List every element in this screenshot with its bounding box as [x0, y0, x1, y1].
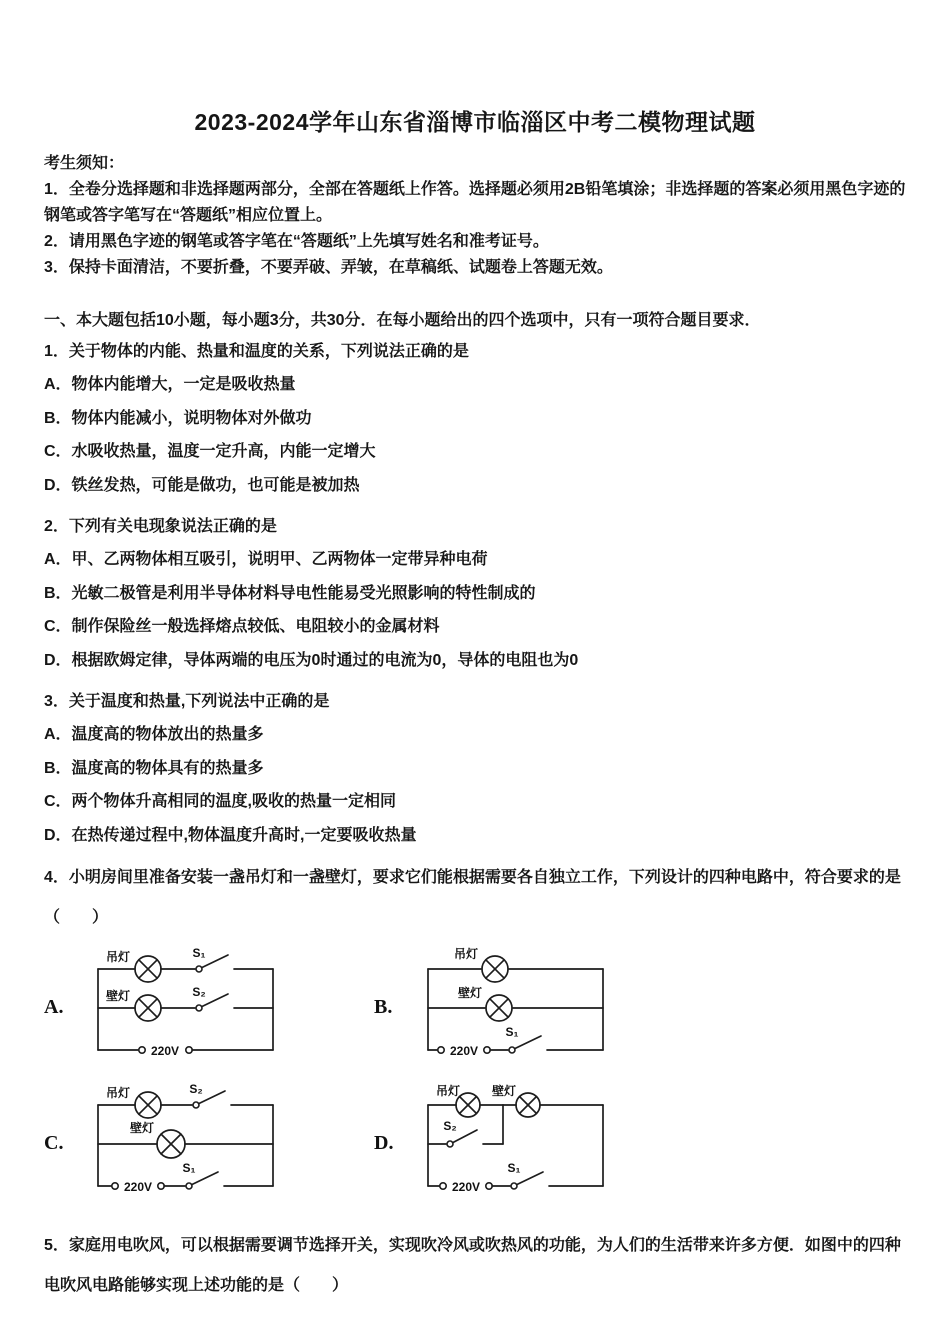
- power-supply: [98, 1047, 273, 1053]
- question-1-option-b: B．物体内能减小，说明物体对外做功: [44, 409, 312, 427]
- switch-icon: [509, 1036, 603, 1053]
- circuit-d-label: D.: [374, 1131, 394, 1154]
- svg-text:壁灯: 壁灯: [457, 986, 483, 1000]
- section-1-heading: 一、本大题包括10小题，每小题3分，共30分．在每小题给出的四个选项中，只有一项符合题目要求．: [44, 312, 761, 329]
- circuit-c-diagram: [78, 1080, 308, 1206]
- lamp-icon: [428, 995, 603, 1021]
- question-1-option-c: C．水吸收热量，温度一定升高，内能一定增大: [44, 443, 376, 460]
- circuit-option-c: [44, 1080, 374, 1206]
- notice-item-1: 1．全卷分选择题和非选择题两部分，全部在答题纸上作答。选择题必须用2B铅笔填涂；非选择题的答案必须用黑色字迹的钢笔或答字笔写在“答题纸”相应位置上。: [44, 181, 906, 224]
- switch-icon: [161, 955, 273, 972]
- circuit-a-label: A.: [44, 995, 64, 1018]
- question-1: 1．关于物体的内能、热量和温度的关系，下列说法正确的是: [44, 343, 469, 360]
- question-2-option-d: D．根据欧姆定律，导体两端的电压为0时通过的电流为0，导体的电阻也为0: [44, 651, 579, 669]
- notice-item-3: 3．保持卡面清洁，不要折叠，不要弄破、弄皱，在草稿纸、试题卷上答题无效。: [44, 259, 613, 276]
- svg-text:吊灯: 吊灯: [453, 947, 479, 961]
- terminal-icon: [139, 1047, 145, 1053]
- switch-icon: [428, 1130, 503, 1147]
- terminal-icon: [112, 1183, 118, 1189]
- question-4-figures: [44, 944, 906, 1206]
- svg-text:吊灯: 吊灯: [105, 950, 131, 964]
- terminal-icon: [438, 1047, 444, 1053]
- question-3: 3．关于温度和热量,下列说法中正确的是: [44, 693, 330, 710]
- page-title: 2023-2024学年山东省淄博市临淄区中考二模物理试题: [194, 109, 756, 135]
- svg-text:S₂: S₂: [192, 985, 206, 999]
- question-3-option-d: D．在热传递过程中,物体温度升高时,一定要吸收热量: [44, 826, 417, 844]
- svg-text:220V: 220V: [451, 1180, 481, 1194]
- svg-text:吊灯: 吊灯: [435, 1084, 461, 1098]
- question-4: 4．小明房间里准备安装一盏吊灯和一盏壁灯，要求它们能根据需要各自独立工作，下列设计的四种电路中，符合要求的是（ ）: [44, 869, 901, 926]
- circuit-b-diagram: [408, 944, 638, 1070]
- terminal-icon: [440, 1183, 446, 1189]
- question-5: 5．家庭用电吹风，可以根据需要调节选择开关，实现吹冷风或吹热风的功能，为人们的生活带来许多方便．如图中的四种电吹风电路能够实现上述功能的是（ ）: [44, 1237, 901, 1294]
- circuit-a-diagram: [78, 944, 308, 1070]
- lamp-icon: [98, 1130, 273, 1158]
- question-1-option-d: D．铁丝发热，可能是做功，也可能是被加热: [44, 476, 360, 494]
- svg-text:S₁: S₁: [507, 1161, 521, 1175]
- circuit-d-diagram: [408, 1080, 638, 1206]
- svg-text:S₁: S₁: [182, 1161, 196, 1175]
- switch-icon: [161, 994, 273, 1011]
- question-3-option-c: C．两个物体升高相同的温度,吸收的热量一定相同: [44, 793, 397, 810]
- circuit-c-label: C.: [44, 1131, 64, 1154]
- svg-text:S₁: S₁: [505, 1025, 519, 1039]
- question-3-option-b: B．温度高的物体具有的热量多: [44, 759, 264, 777]
- svg-text:S₂: S₂: [443, 1119, 457, 1133]
- svg-text:S₂: S₂: [189, 1082, 203, 1096]
- circuit-option-a: [44, 944, 374, 1070]
- question-1-option-a: A．物体内能增大，一定是吸收热量: [44, 376, 296, 393]
- question-2: 2．下列有关电现象说法正确的是: [44, 518, 277, 535]
- svg-text:S₁: S₁: [192, 946, 206, 960]
- circuit-row-1: [44, 944, 906, 1070]
- circuit-row-2: [44, 1080, 906, 1206]
- question-2-option-c: C．制作保险丝一般选择熔点较低、电阻较小的金属材料: [44, 618, 440, 635]
- lamp-icon: [503, 1093, 603, 1117]
- notice-block: [44, 151, 906, 281]
- switch-icon: [511, 1172, 603, 1189]
- question-2-option-b: B．光敏二极管是利用半导体材料导电性能易受光照影响的特性制成的: [44, 584, 536, 602]
- svg-text:220V: 220V: [449, 1044, 479, 1058]
- svg-text:壁灯: 壁灯: [105, 989, 131, 1003]
- svg-text:吊灯: 吊灯: [105, 1086, 131, 1100]
- circuit-b-label: B.: [374, 995, 393, 1018]
- question-3-option-a: A．温度高的物体放出的热量多: [44, 726, 264, 743]
- circuit-option-d: [374, 1080, 704, 1206]
- svg-text:壁灯: 壁灯: [129, 1121, 155, 1135]
- switch-icon: [161, 1091, 273, 1108]
- question-2-option-a: A．甲、乙两物体相互吸引，说明甲、乙两物体一定带异种电荷: [44, 551, 488, 568]
- switch-icon: [186, 1172, 273, 1189]
- svg-text:220V: 220V: [150, 1044, 180, 1058]
- circuit-option-b: [374, 944, 704, 1070]
- svg-text:220V: 220V: [123, 1180, 153, 1194]
- notice-heading: 考生须知：: [44, 155, 125, 172]
- notice-item-2: 2．请用黑色字迹的钢笔或答字笔在“答题纸”上先填写姓名和准考证号。: [44, 233, 549, 250]
- svg-text:壁灯: 壁灯: [491, 1084, 517, 1098]
